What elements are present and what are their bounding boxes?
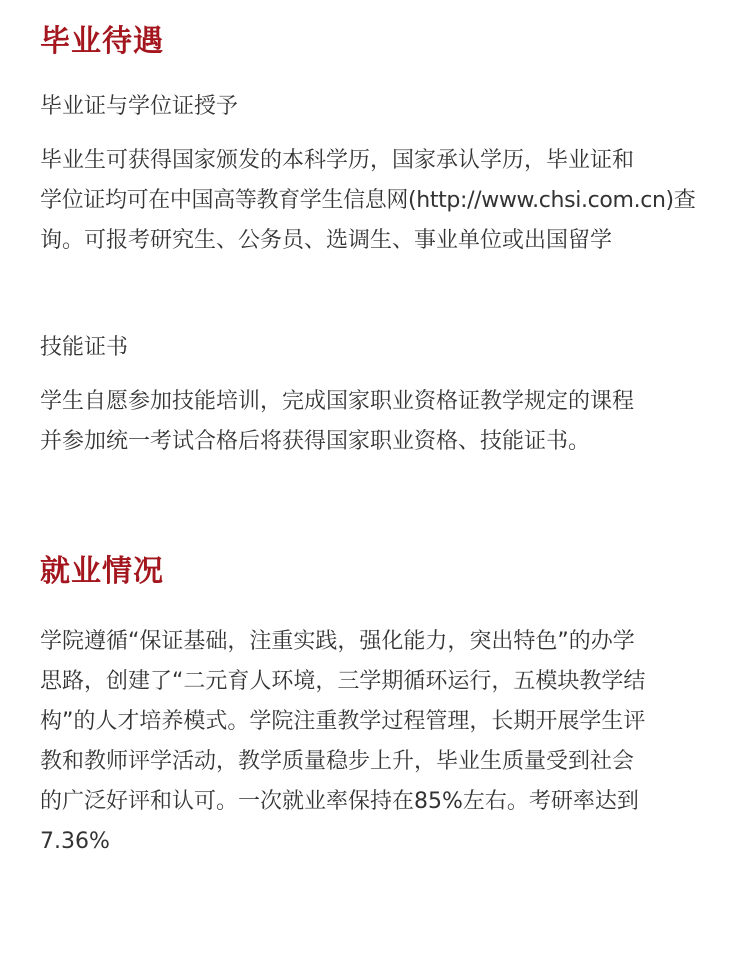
paragraph-line: 毕业生可获得国家颁发的本科学历，国家承认学历，毕业证和	[40, 148, 635, 173]
skills-heading: 技能证书	[40, 335, 129, 360]
paragraph-line: 教和教师评学活动，教学质量稳步上升，毕业生质量受到社会	[40, 749, 635, 774]
paragraph-line: 构”的人才培养模式。学院注重教学过程管理，长期开展学生评	[40, 709, 646, 734]
paragraph-line: 学生自愿参加技能培训，完成国家职业资格证教学规定的课程	[40, 389, 635, 414]
paragraph-line: 并参加统一考试合格后将获得国家职业资格、技能证书。	[40, 429, 591, 454]
paragraph-line: 询。可报考研究生、公务员、选调生、事业单位或出国留学	[40, 228, 613, 253]
graduation-section-title: 毕业待遇	[40, 24, 164, 59]
diploma-heading: 毕业证与学位证授予	[40, 94, 239, 119]
paragraph-line: 的广泛好评和认可。一次就业率保持在85%左右。考研率达到	[40, 789, 639, 814]
paragraph-line: 学位证均可在中国高等教育学生信息网(http://www.chsi.com.cn)查	[40, 188, 696, 213]
employment-section-title: 就业情况	[40, 554, 164, 589]
paragraph-line: 学院遵循“保证基础，注重实践，强化能力，突出特色”的办学	[40, 629, 635, 654]
skills-paragraph	[40, 382, 720, 462]
paragraph-line: 思路，创建了“二元育人环境，三学期循环运行，五模块教学结	[40, 669, 646, 694]
diploma-paragraph	[40, 141, 720, 261]
paragraph-line: 7.36%	[40, 829, 110, 854]
employment-paragraph	[40, 622, 720, 862]
